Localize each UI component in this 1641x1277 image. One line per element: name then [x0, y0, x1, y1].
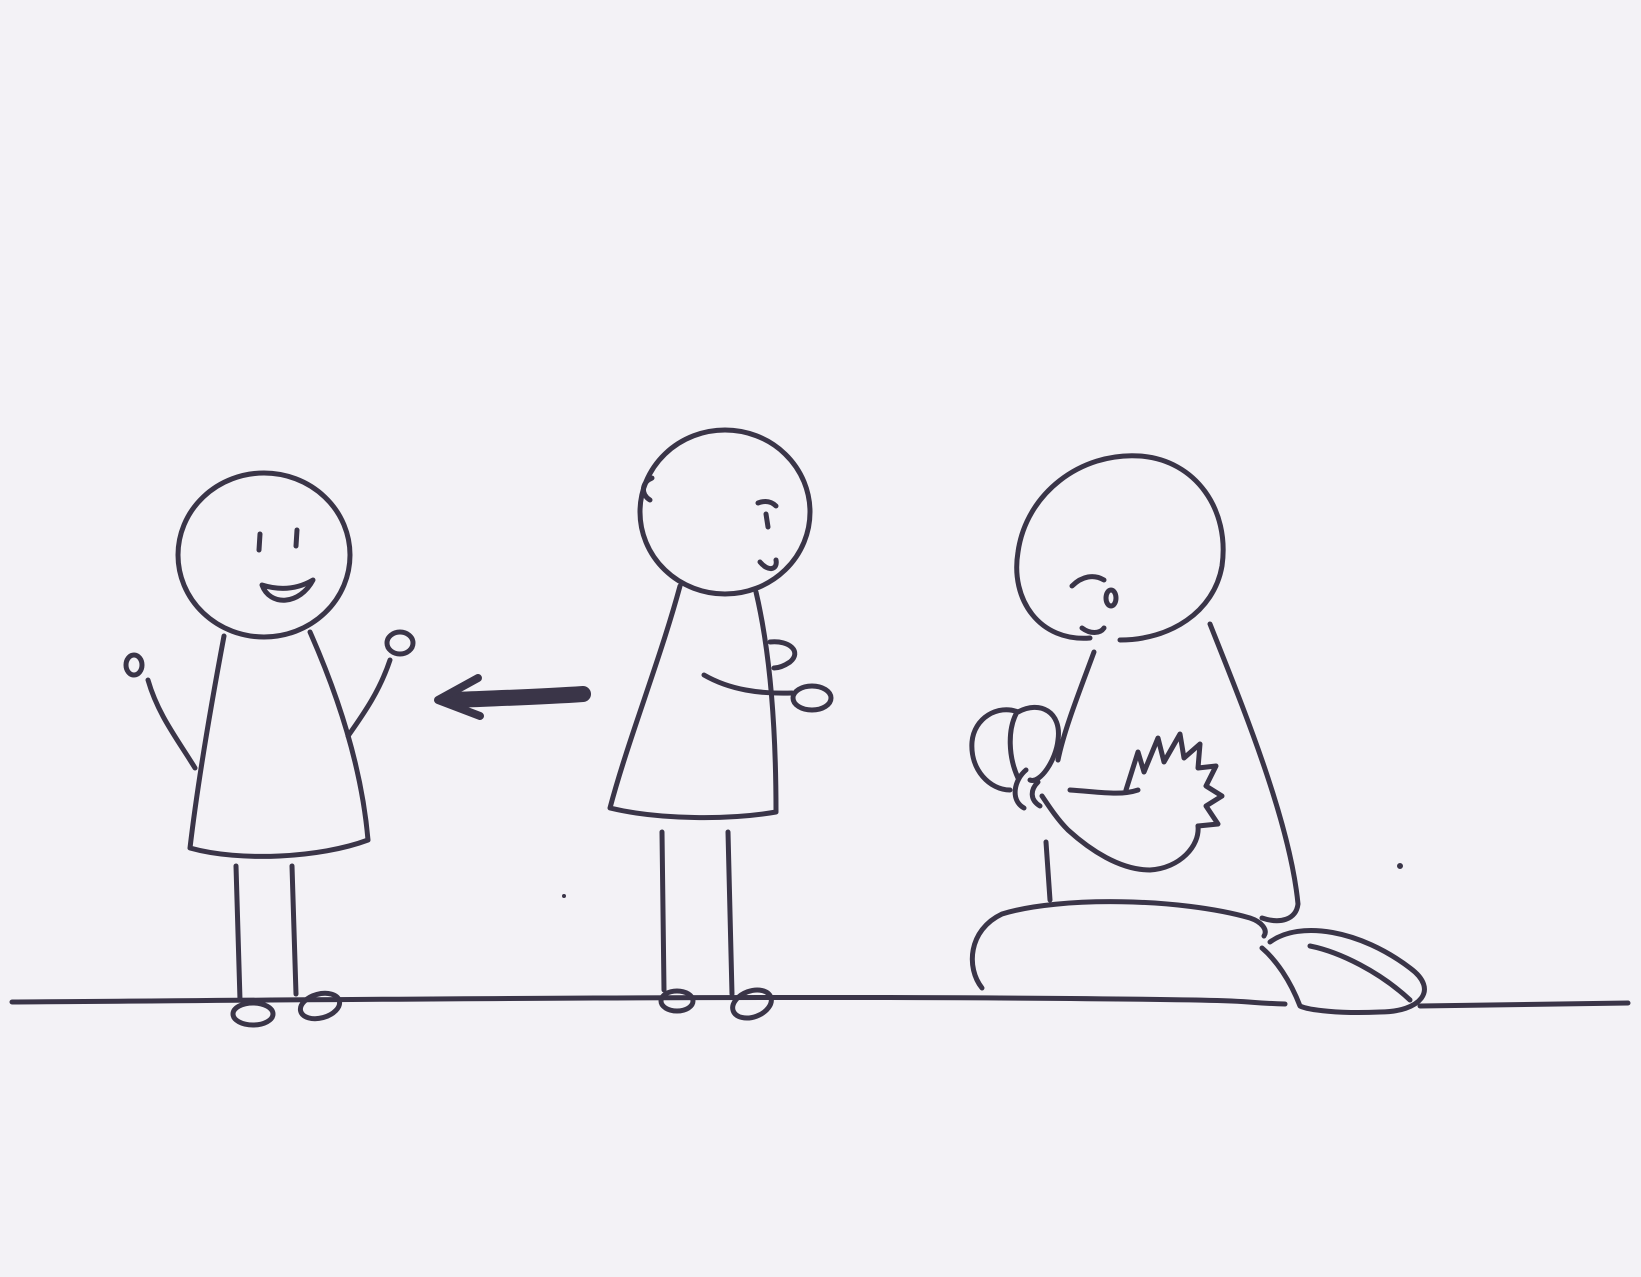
middle-child-eye — [766, 514, 768, 527]
happy-child-eye-right — [296, 530, 297, 546]
sitting-child-arm-inner — [1070, 790, 1138, 793]
ground-line-right — [1420, 1003, 1628, 1006]
paper-speck — [563, 895, 565, 897]
happy-child-eye-left — [259, 534, 260, 550]
arrow-shaft — [455, 694, 583, 700]
paper-speck — [1399, 865, 1402, 868]
middle-child-leg-left — [662, 832, 664, 990]
